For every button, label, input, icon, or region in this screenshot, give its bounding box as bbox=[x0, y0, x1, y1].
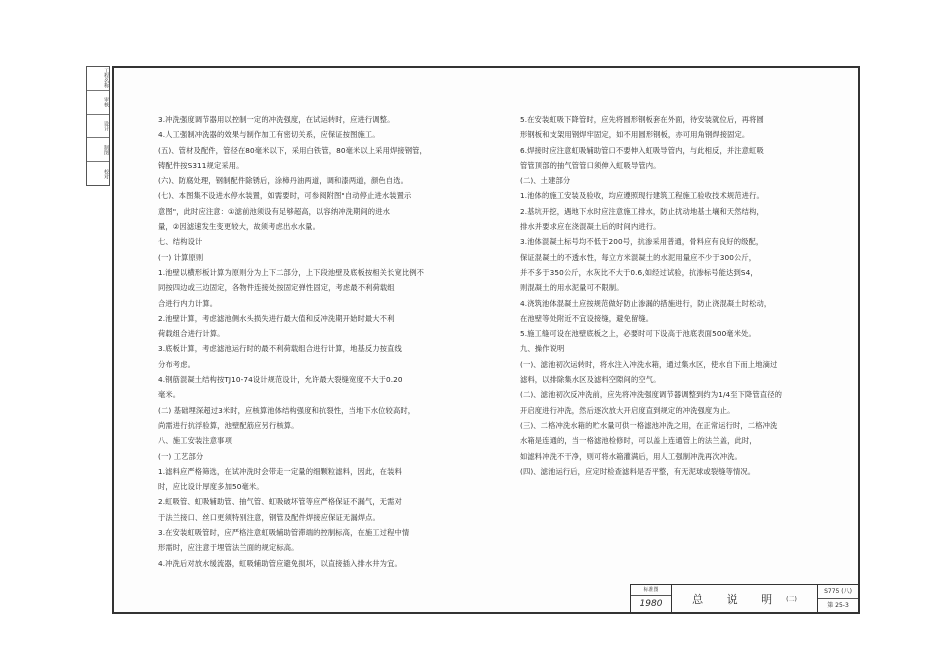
text-line: 时，应比设计厚度多加50毫米。 bbox=[158, 482, 264, 492]
text-line: 八、施工安装注意事项 bbox=[158, 436, 232, 446]
year-label: 标准图 bbox=[631, 585, 671, 596]
text-line: 2.虹吸管、虹吸辅助管、抽气管、虹吸破坏管等应严格保证不漏气，无需对 bbox=[158, 497, 402, 507]
text-line: 量，②因滤速发生变更较大，故须考虑出水水量。 bbox=[158, 222, 320, 232]
text-line: 荷载组合进行计算。 bbox=[158, 329, 225, 339]
text-line: 意图"，此时应注意：①滤前池须设有足够超高，以容纳冲洗期间的进水 bbox=[158, 206, 391, 216]
title-block bbox=[630, 584, 858, 612]
margin-label: 设计 bbox=[87, 115, 109, 139]
text-line: 1.池体的施工安装及验收，均应遵照现行建筑工程施工验收技术规范进行。 bbox=[520, 191, 764, 201]
margin-label: 制图 bbox=[87, 138, 109, 162]
text-line: (二) 基础埋深超过3米时，应核算池体结构强度和抗裂性，当地下水位较高时， bbox=[158, 405, 416, 415]
text-line: 4.浇筑池体混凝土应按规范做好防止渗漏的措施进行，防止浇混凝土时松动， bbox=[520, 298, 772, 308]
text-line: (一) 工艺部分 bbox=[158, 451, 204, 461]
text-line: (七)、本图集不设进水停水装置，如需要时，可参阅附图"自动停止进水装置示 bbox=[158, 191, 412, 201]
text-line: 水箱是连通的，当一格滤池检修时，可以盖上连通管上的法兰盖，此时， bbox=[520, 436, 757, 446]
text-line: 管管顶部的抽气管管口须伸入虹吸导管内。 bbox=[520, 160, 661, 170]
text-line: 铸配件按S311规定采用。 bbox=[158, 160, 244, 170]
text-line: (六)、防腐处理，钢制配件除锈后，涂樟丹油两道，调和漆两道，颜色自选。 bbox=[158, 176, 408, 186]
text-line: 4.冲洗后对放水缓流器，虹吸辅助管应避免损坏，以直接插入排水井为宜。 bbox=[158, 558, 402, 568]
text-line: 则混凝土的用水泥量可不限制。 bbox=[520, 283, 624, 293]
drawing-code: S775 (八) bbox=[818, 585, 858, 599]
text-line: (二)、滤池初次反冲洗前，应先将冲洗强度调节器调整到约为1/4至下降管直径的 bbox=[520, 390, 783, 400]
text-line: 1.滤料应严格筛选，在试冲洗时会带走一定量的细颗粒滤料，因此，在装料 bbox=[158, 466, 402, 476]
text-line: (二)、土建部分 bbox=[520, 176, 571, 186]
text-line: 2.基坑开挖，遇地下水时应注意施工排水，防止扰动地基土壤和天然结构， bbox=[520, 206, 764, 216]
text-line: 6.焊接时应注意虹吸辅助管口不要伸入虹吸导管内，与此相反，并注意虹吸 bbox=[520, 145, 764, 155]
left-text-column bbox=[158, 112, 488, 571]
text-line: 3.在安装虹吸管时，应严格注意虹吸辅助管滞端的控制标高，在施工过程中情 bbox=[158, 528, 410, 538]
text-line: (五)、管材及配件，管径在80毫米以下，采用白铁管，80毫米以上采用焊接钢管， bbox=[158, 145, 427, 155]
text-line: 3.冲洗强度调节器用以控制一定的冲洗强度，在试运转时，应进行调整。 bbox=[158, 115, 395, 124]
text-line: 同按四边或三边固定，各物件连接处按固定弹性固定，考虑最不利荷载组 bbox=[158, 283, 395, 293]
text-line: 保证混凝土的不透水性，每立方米混凝土的水泥用量应不少于300公斤， bbox=[520, 252, 757, 262]
text-line: 4.钢筋混凝土结构按TJ10-74设计规范设计，允许最大裂缝宽度不大于0.20 bbox=[158, 375, 403, 385]
title-block-title-cell bbox=[672, 585, 818, 612]
page-number: 第 25-3 bbox=[827, 602, 849, 609]
text-line: 并不多于350公斤，水灰比不大于0.6,如经过试验，抗渗标号能达到S4， bbox=[520, 267, 758, 277]
text-line: 开启度进行冲洗，然后逐次放大开启度直到规定的冲洗强度为止。 bbox=[520, 405, 735, 415]
text-line: 5.施工缝可设在池壁底板之上，必要时可下设高于池底表面500毫米处。 bbox=[520, 329, 756, 339]
text-line: (三)、二格冲洗水箱的贮水量可供一格滤池冲洗之用，在正常运行时，二格冲洗 bbox=[520, 420, 778, 430]
text-line: 合进行内力计算。 bbox=[158, 298, 218, 308]
text-line: 七、结构设计 bbox=[158, 237, 203, 247]
text-line: 3.底板计算，考虑滤池运行时的最不利荷载组合进行计算，地基反力按直线 bbox=[158, 344, 402, 354]
title-block-code-cell bbox=[818, 585, 858, 612]
text-line: 形钢板和支架用钢焊牢固定，如不用圆形钢板，亦可用角钢焊接固定。 bbox=[520, 130, 750, 140]
text-line: 1.池壁以横形板计算为原则分为上下二部分，上下段池壁及底板按相关长宽比例不 bbox=[158, 267, 425, 277]
text-line: 2.池壁计算，考虑滤池侧水头损失进行最大值和反冲洗期开始时最大不利 bbox=[158, 313, 395, 323]
title-block-year-cell bbox=[631, 585, 672, 612]
margin-label: 校对 bbox=[103, 168, 109, 179]
text-line: 如滤料冲洗不干净，则可将水箱灌满后，用人工强制冲洗再次冲洗。 bbox=[520, 451, 742, 461]
margin-label: 工程名称 bbox=[87, 67, 109, 91]
sheet-subtitle: (二) bbox=[786, 596, 797, 603]
margin-signature-strip bbox=[86, 66, 110, 186]
text-line: 4.人工强制冲洗器的效果与制作加工有密切关系，应保证按图施工。 bbox=[158, 130, 380, 140]
text-line: (四)、滤池运行后，应定时检查滤料是否平整，有无泥球或裂缝等情况。 bbox=[520, 466, 756, 476]
text-line: 排水并要求应在浇混凝土后的时间内进行。 bbox=[520, 222, 661, 232]
text-line: 于法兰接口、丝口更须特别注意，钢管及配件焊接应保证无漏焊点。 bbox=[158, 512, 380, 522]
text-line: 滤料，以排除集水区及滤料空隙间的空气。 bbox=[520, 375, 661, 385]
margin-label: 审核 bbox=[87, 91, 109, 115]
text-line: 九、操作说明 bbox=[520, 344, 565, 354]
text-line: 5.在安装虹吸下降管时，应先将圆形钢板套在外面，待安装就位后，再将圆 bbox=[520, 115, 764, 124]
year-value: 1980 bbox=[639, 599, 663, 609]
text-line: 分布考虑。 bbox=[158, 359, 195, 369]
sheet-title: 总 说 明 bbox=[692, 592, 783, 606]
text-line: (一)、滤池初次运转时，将水注入冲洗水箱，通过集水区，使水自下而上地滴过 bbox=[520, 359, 778, 369]
text-line: 形需时，应注意于埋管法兰面的规定标高。 bbox=[158, 543, 299, 553]
text-line: (一) 计算原则 bbox=[158, 252, 204, 262]
text-line: 毫米。 bbox=[158, 390, 181, 400]
right-text-column bbox=[520, 112, 850, 479]
text-line: 3.池体混凝土标号均不低于200号，抗渗采用普通，骨料应有良好的级配， bbox=[520, 237, 764, 247]
text-line: 在池壁等处附近不宜设接缝，避免留缝。 bbox=[520, 313, 654, 323]
text-line: 尚需进行抗浮验算，池壁配筋应另行核算。 bbox=[158, 420, 299, 430]
